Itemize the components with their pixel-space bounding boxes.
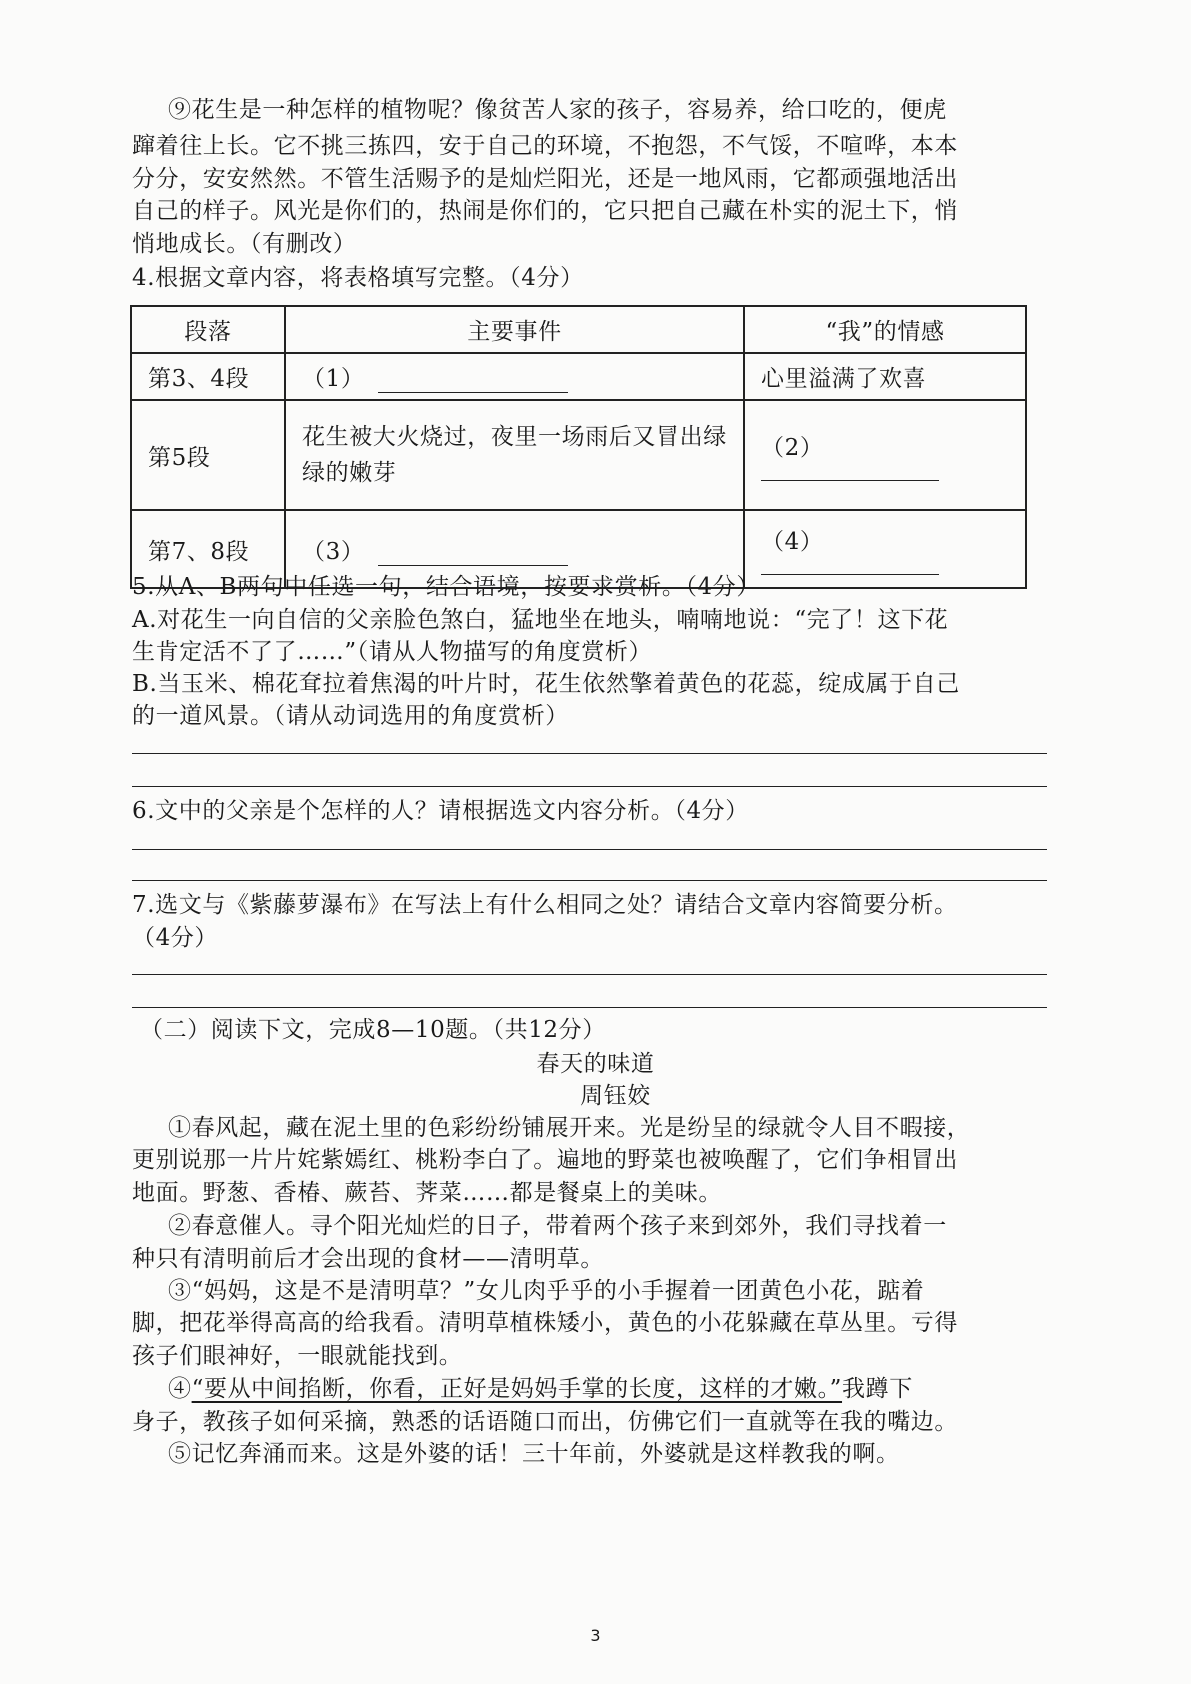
blank-label: （4） xyxy=(761,529,824,555)
answer-line[interactable] xyxy=(132,753,1047,754)
answer-line[interactable] xyxy=(132,974,1047,975)
passage-line: 悄地成长。（有删改） xyxy=(132,231,357,257)
answer-blank[interactable] xyxy=(761,480,939,481)
answer-line[interactable] xyxy=(132,880,1047,881)
cell-paragraph: 第7、8段 xyxy=(131,510,285,588)
paragraph-line: 地面。野葱、香椿、蕨苔、荠菜……都是餐桌上的美味。 xyxy=(132,1180,722,1206)
cell-feeling[interactable] xyxy=(744,400,1026,510)
question-5-option-a: 生肯定活不了了……”（请从人物描写的角度赏析） xyxy=(132,639,653,665)
header-paragraph: 段落 xyxy=(131,306,285,353)
header-feeling: “我”的情感 xyxy=(744,306,1026,353)
blank-label: （2） xyxy=(761,435,824,461)
blank-label: （3） xyxy=(302,538,365,565)
question-4-table xyxy=(130,305,1027,589)
passage-line: 蹿着往上长。它不挑三拣四，安于自己的环境，不抱怨，不气馁，不喧哗，本本 xyxy=(132,133,958,159)
cell-event[interactable] xyxy=(285,353,744,400)
paragraph-line: 孩子们眼神好，一眼就能找到。 xyxy=(132,1343,463,1369)
paragraph-marker: ④ xyxy=(168,1376,192,1402)
question-4-prompt: 4.根据文章内容，将表格填写完整。（4分） xyxy=(132,265,584,291)
cell-paragraph: 第5段 xyxy=(131,400,285,510)
answer-line[interactable] xyxy=(132,786,1047,787)
question-5-prompt: 5.从A、B两句中任选一句，结合语境，按要求赏析。（4分） xyxy=(132,574,760,600)
answer-line[interactable] xyxy=(132,1007,1047,1008)
paragraph-line xyxy=(168,1371,1088,1407)
cell-paragraph: 第3、4段 xyxy=(131,353,285,400)
page-number: 3 xyxy=(590,1626,601,1645)
paragraph-line: ①春风起，藏在泥土里的色彩纷纷铺展开来。光是纷呈的绿就令人目不暇接， xyxy=(168,1115,971,1141)
paragraph-line: ③“妈妈，这是不是清明草？”女儿肉乎乎的小手握着一团黄色小花，踮着 xyxy=(168,1278,925,1304)
paragraph-line: 身子，教孩子如何采摘，熟悉的话语随口而出，仿佛它们一直就等在我的嘴边。 xyxy=(132,1409,958,1435)
question-6-prompt: 6.文中的父亲是个怎样的人？请根据选文内容分析。（4分） xyxy=(132,798,749,824)
question-5-option-b: B.当玉米、棉花耷拉着焦渴的叶片时，花生依然擎着黄色的花蕊，绽成属于自己 xyxy=(132,671,960,697)
table-row xyxy=(131,400,1026,510)
question-5-option-b: 的一道风景。（请从动词选用的角度赏析） xyxy=(132,703,569,729)
cell-feeling: 心里溢满了欢喜 xyxy=(744,353,1026,400)
underlined-quote: “要从中间掐断，你看，正好是妈妈手掌的长度，这样的才嫩。” xyxy=(191,1376,843,1402)
answer-line[interactable] xyxy=(132,849,1047,850)
table-row xyxy=(131,353,1026,400)
answer-blank[interactable] xyxy=(378,541,568,566)
passage-line: ⑨花生是一种怎样的植物呢？像贫苦人家的孩子，容易养，给口吃的，便虎 xyxy=(168,97,947,123)
header-event: 主要事件 xyxy=(285,306,744,353)
section-heading: （二）阅读下文，完成8—10题。（共12分） xyxy=(140,1017,606,1043)
question-7-prompt: （4分） xyxy=(132,925,219,951)
table-header-row xyxy=(131,306,1026,353)
blank-label: （1） xyxy=(302,366,365,392)
question-7-prompt: 7.选文与《紫藤萝瀑布》在写法上有什么相同之处？请结合文章内容简要分析。 xyxy=(132,892,958,918)
paragraph-line: 种只有清明前后才会出现的食材——清明草。 xyxy=(132,1246,604,1272)
paragraph-line: 更别说那一片片姹紫嫣红、桃粉李白了。遍地的野菜也被唤醒了，它们争相冒出 xyxy=(132,1147,958,1173)
paragraph-line: 脚，把花举得高高的给我看。清明草植株矮小，黄色的小花躲藏在草丛里。亏得 xyxy=(132,1310,958,1336)
article-title: 春天的味道 xyxy=(536,1051,655,1077)
paragraph-line: ⑤记忆奔涌而来。这是外婆的话！三十年前，外婆就是这样教我的啊。 xyxy=(168,1441,900,1467)
paragraph-line: ②春意催人。寻个阳光灿烂的日子，带着两个孩子来到郊外，我们寻找着一 xyxy=(168,1213,947,1239)
paragraph-text: 我蹲下 xyxy=(842,1376,913,1402)
answer-blank[interactable] xyxy=(378,368,568,393)
question-5-option-a: A.对花生一向自信的父亲脸色煞白，猛地坐在地头，喃喃地说：“完了！这下花 xyxy=(132,607,949,633)
article-author: 周钰姣 xyxy=(580,1083,651,1109)
passage-line: 分分，安安然然。不管生活赐予的是灿烂阳光，还是一地风雨，它都顽强地活出 xyxy=(132,166,958,192)
passage-line: 自己的样子。风光是你们的，热闹是你们的，它只把自己藏在朴实的泥土下，悄 xyxy=(132,198,958,224)
cell-event: 花生被大火烧过，夜里一场雨后又冒出绿绿的嫩芽 xyxy=(285,400,744,510)
